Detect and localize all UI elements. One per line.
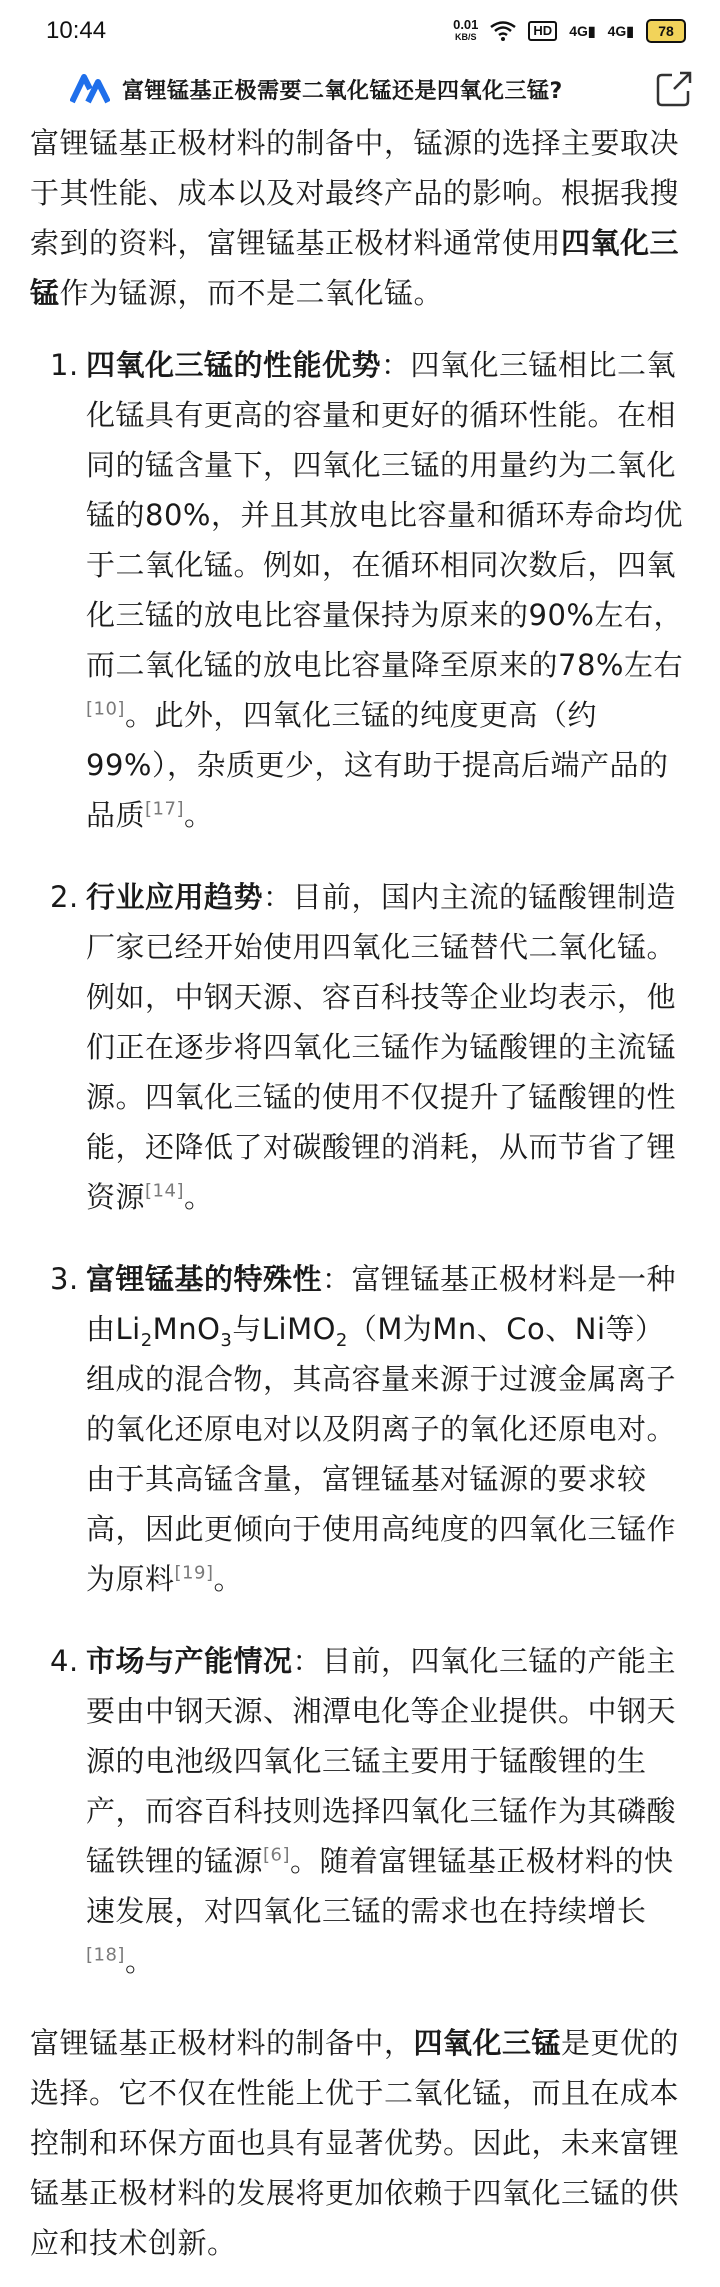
citation-link[interactable]: [10] xyxy=(86,698,125,720)
page-title: 富锂锰基正极需要二氧化锰还是四氧化三锰? xyxy=(122,78,563,104)
citation-link[interactable]: [17] xyxy=(145,798,184,820)
citation-link[interactable]: [6] xyxy=(263,1844,291,1866)
reasons-list xyxy=(30,340,690,1986)
list-item: 4. 市场与产能情况：目前，四氧化三锰的产能主要由中钢天源、湘潭电化等企业提供。中钢天源的电池级四氧化三锰主要用于锰酸锂的生产，而容百科技则选择四氧化三锰作为其磷酸锰铁锂的锰源[6]。随着富锂锰基正极材料的快速发展，对四氧化三锰的需求也在持续增长[18]。 xyxy=(30,1636,690,1986)
status-bar xyxy=(0,0,720,62)
list-item: 2. 行业应用趋势：目前，国内主流的锰酸锂制造厂家已经开始使用四氧化三锰替代二氧化锰。例如，中钢天源、容百科技等企业均表示，他们正在逐步将四氧化三锰作为锰酸锂的主流锰源。四氧化三锰的使用不仅提升了锰酸锂的性能，还降低了对碳酸锂的消耗，从而节省了锂资源[14]。 xyxy=(30,872,690,1222)
status-icons xyxy=(453,18,686,44)
list-number: 1. xyxy=(50,348,79,382)
signal-icon-1: 4G▮ xyxy=(569,22,596,39)
intro-paragraph: 富锂锰基正极材料的制备中，锰源的选择主要取决于其性能、成本以及对最终产品的影响。根据我搜索到的资料，富锂锰基正极材料通常使用四氧化三锰作为锰源，而不是二氧化锰。 xyxy=(30,126,680,310)
battery-icon: 78 xyxy=(646,19,686,43)
citation-link[interactable]: [18] xyxy=(86,1944,125,1966)
wifi-icon xyxy=(490,21,516,41)
list-number: 3. xyxy=(50,1262,79,1296)
citation-link[interactable]: [19] xyxy=(174,1562,214,1584)
conclusion-paragraph: 富锂锰基正极材料的制备中，四氧化三锰是更优的选择。它不仅在性能上优于二氧化锰，而且在成本控制和环保方面也具有显著优势。因此，未来富锂锰基正极材料的发展将更加依赖于四氧化三锰的供应和技术创新。 xyxy=(30,2026,680,2260)
app-header xyxy=(0,62,720,116)
answer-content xyxy=(30,118,690,2268)
item-heading: 市场与产能情况 xyxy=(86,1644,293,1678)
list-item: 3. 富锂锰基的特殊性：富锂锰基正极材料是一种由$Li_2MnO_3$与LiMO$_2$（M为Mn、Co、Ni等）组成的混合物，其高容量来源于过渡金属离子的氧化还原电对以及阴离子的氧化还原电对。由于其高锰含量，富锂锰基对锰源的要求较高，因此更倾向于使用高纯度的四氧化三锰作为原料[19]。 xyxy=(30,1254,690,1604)
hd-voice-icon: HD xyxy=(528,21,557,41)
item-heading: 富锂锰基的特殊性 xyxy=(86,1262,323,1296)
share-icon[interactable] xyxy=(654,69,694,109)
item-heading: 四氧化三锰的性能优势 xyxy=(86,348,382,382)
item-heading: 行业应用趋势 xyxy=(86,880,264,914)
list-number: 4. xyxy=(50,1644,79,1678)
citation-link[interactable]: [14] xyxy=(145,1180,184,1202)
status-time: 10:44 xyxy=(46,17,107,44)
app-logo-icon xyxy=(70,74,110,104)
network-speed: 0.01 KB/S xyxy=(453,17,479,42)
list-number: 2. xyxy=(50,880,79,914)
signal-icon-2: 4G▮ xyxy=(607,22,634,39)
list-item: 1. 四氧化三锰的性能优势：四氧化三锰相比二氧化锰具有更高的容量和更好的循环性能。在相同的锰含量下，四氧化三锰的用量约为二氧化锰的80%，并且其放电比容量和循环寿命均优于二氧化锰。例如，在循环相同次数后，四氧化三锰的放电比容量保持为原来的90%左右，而二氧化锰的放电比容量降至原来的78%左右[10]。此外，四氧化三锰的纯度更高（约99%），杂质更少，这有助于提高后端产品的品质[17]。 xyxy=(30,340,690,840)
